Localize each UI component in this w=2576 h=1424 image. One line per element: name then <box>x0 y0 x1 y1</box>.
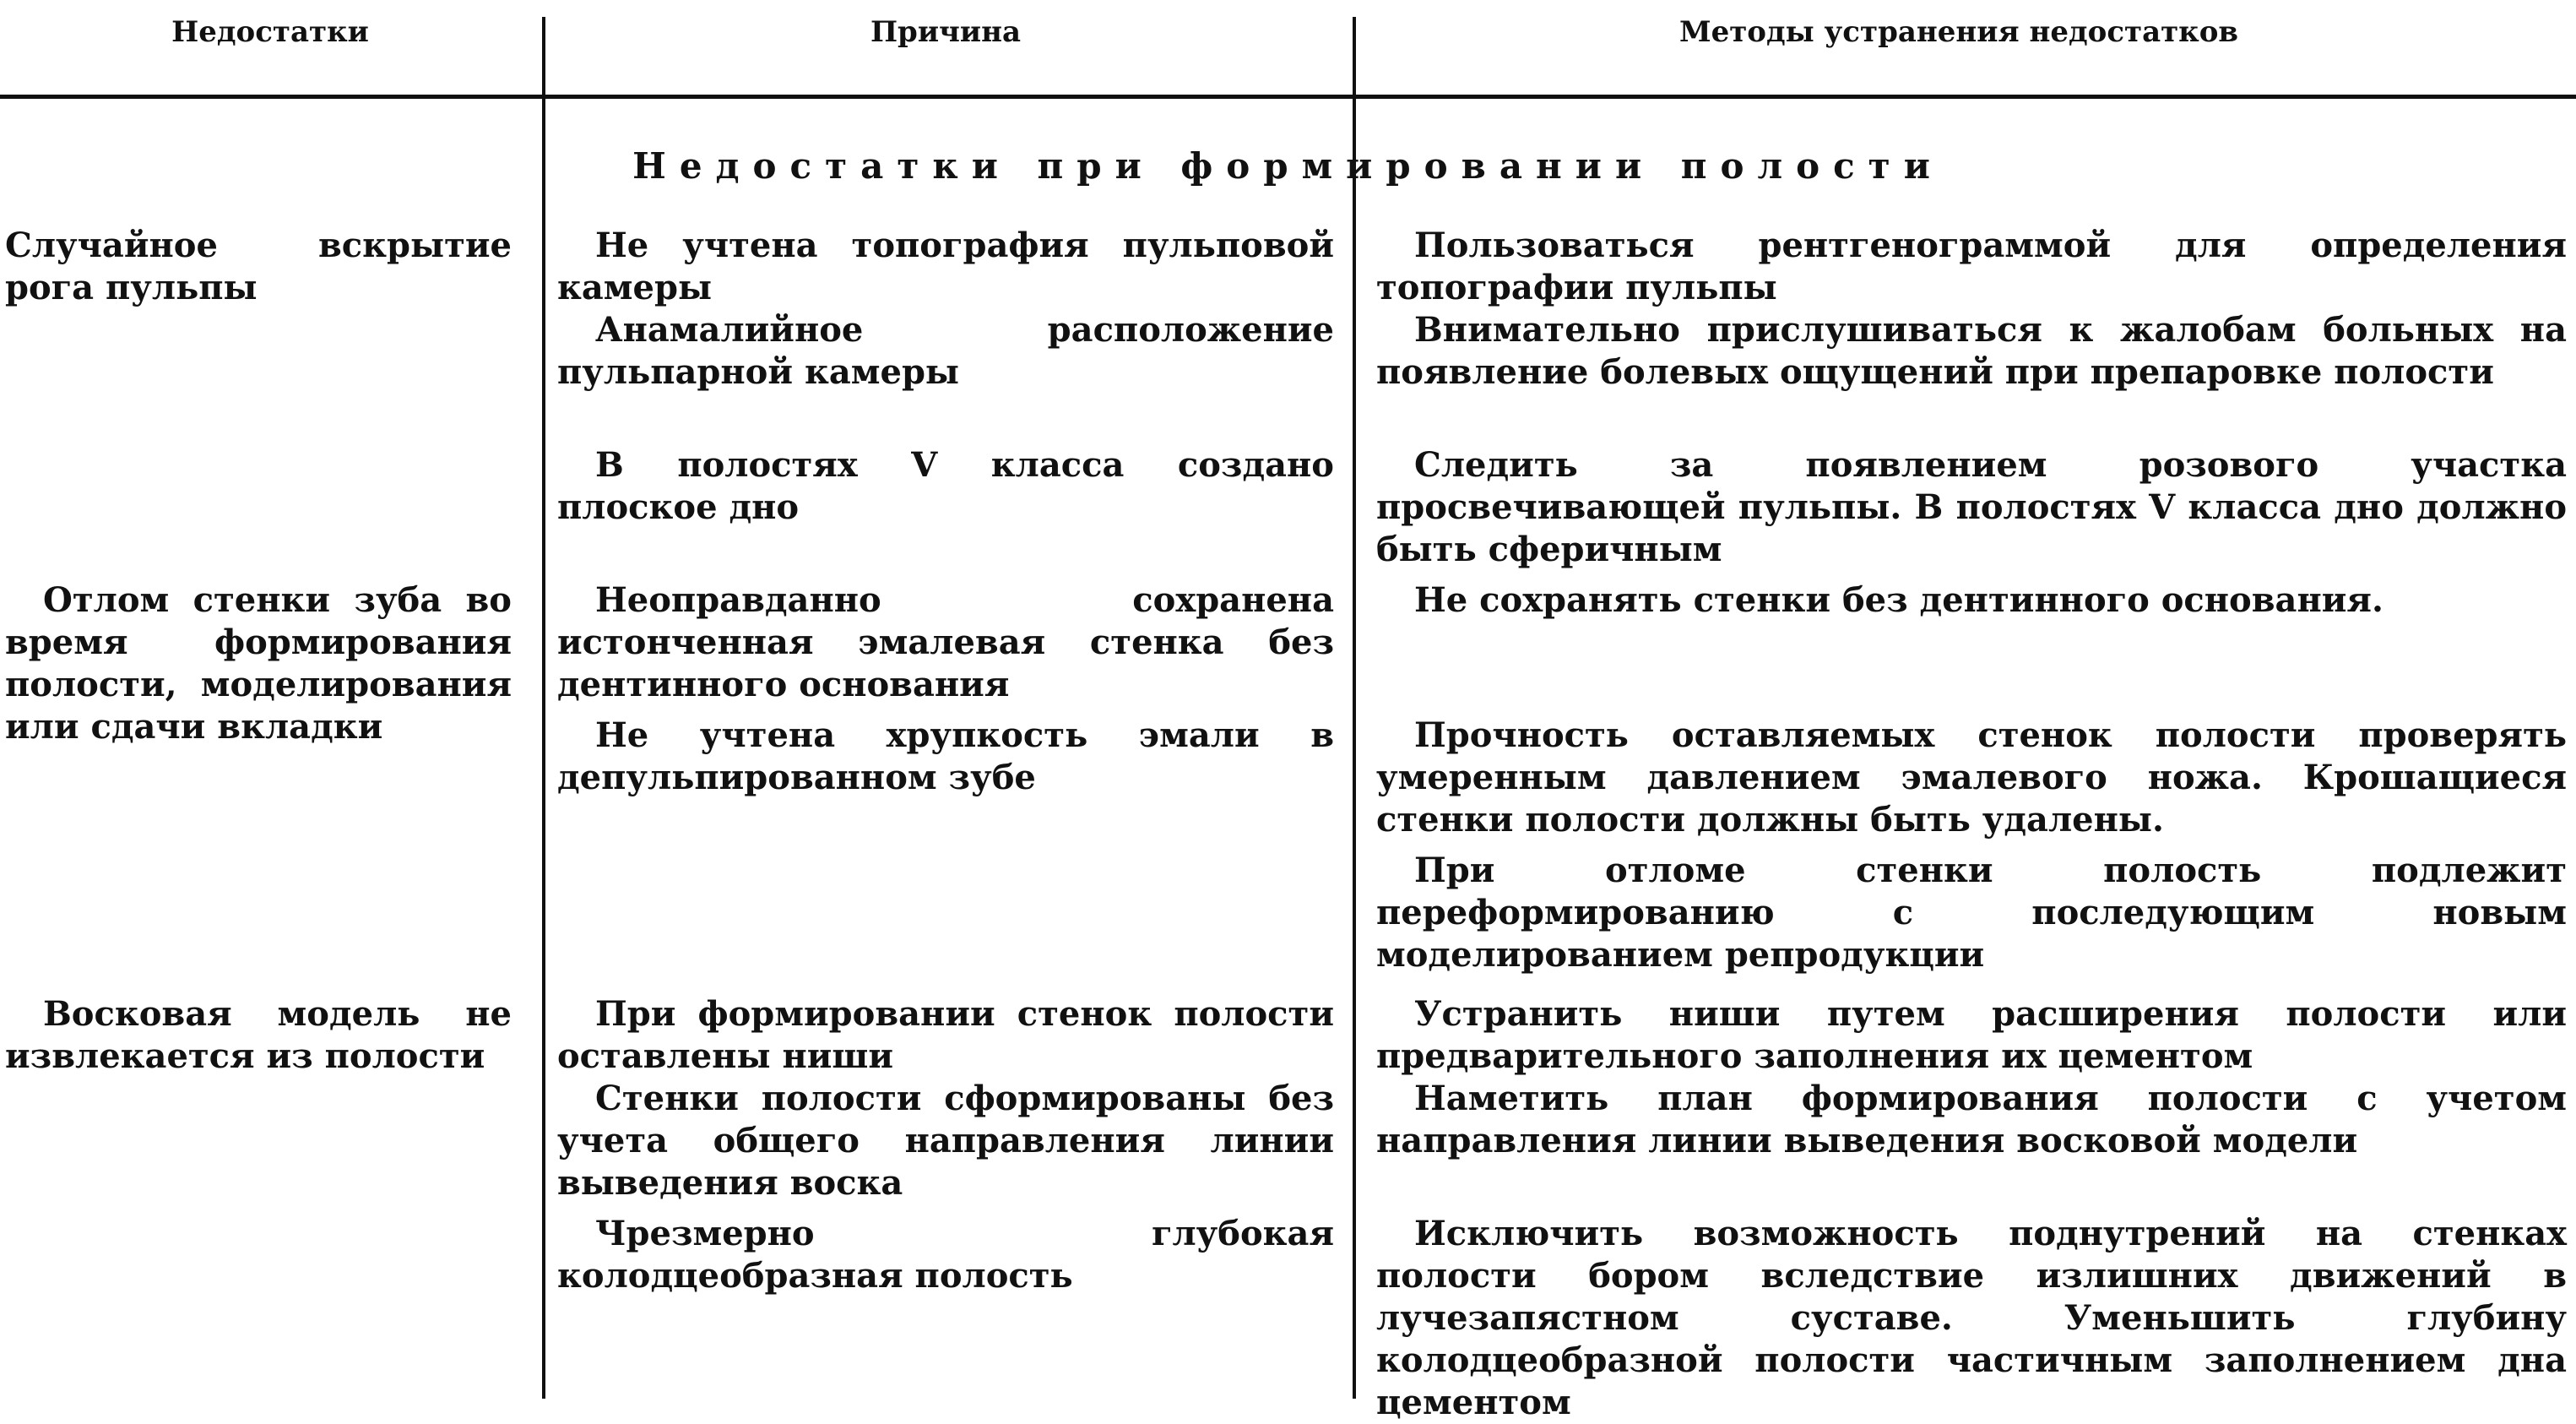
column-divider-2 <box>1353 17 1356 1399</box>
defect-2: Отлом стенки зуба во время формирования полости, моделирования или сдачи вкладки <box>5 580 512 747</box>
cause-1-2: Анамалийное расположение пульпарной камеры <box>557 310 1334 392</box>
method-3-3: Исключить возможность поднутрений на стенках полости бором вследствие излишних движений в лучезапястном суставе. Уменьшить глубину колодцеобразной полости частичным заполнением дна цементом <box>1376 1214 2567 1422</box>
cause-2-1: Неоправданно сохранена истонченная эмалевая стенка без дентинного основания <box>557 580 1334 704</box>
method-2-2: Прочность оставляемых стенок полости проверять умеренным давлением эмалевого ножа. Крошащиеся стенки полости должны быть удалены. <box>1376 715 2567 840</box>
cause-2-2: Не учтена хрупкость эмали в депульпированном зубе <box>557 715 1334 797</box>
method-2-1: Не сохранять стенки без дентинного основания. <box>1414 580 2383 620</box>
cause-1-3: В полостях V класса создано плоское дно <box>557 445 1334 527</box>
method-1-1: Пользоваться рентгенограммой для определения топографии пульпы <box>1376 226 2567 307</box>
cause-1-1: Не учтена топография пульповой камеры <box>557 226 1334 307</box>
cause-3-2: Стенки полости сформированы без учета общего направления линии выведения воска <box>557 1079 1334 1203</box>
method-1-2: Внимательно прислушиваться к жалобам больных на появление болевых ощущений при препаровке полости <box>1376 310 2567 392</box>
method-1-3: Следить за появлением розового участка просвечивающей пульпы. В полостях V класса дно должно быть сферичным <box>1376 445 2567 569</box>
cause-3-3: Чрезмерно глубокая колодцеобразная полость <box>557 1214 1334 1296</box>
header-rule <box>0 95 2576 99</box>
header-defects: Недостатки <box>171 15 369 49</box>
section-title: Недостатки при формировании полости <box>632 145 1944 187</box>
column-divider-1 <box>542 17 545 1399</box>
method-3-2: Наметить план формирования полости с учетом направления линии выведения восковой модели <box>1376 1079 2567 1160</box>
defect-3: Восковая модель не извлекается из полости <box>5 994 512 1076</box>
header-methods: Методы устранения недостатков <box>1678 15 2239 49</box>
cause-3-1: При формировании стенок полости оставлены ниши <box>557 994 1334 1076</box>
header-cause: Причина <box>870 15 1022 49</box>
defect-1: Случайное вскрытие рога пульпы <box>5 226 512 307</box>
method-2-3: При отломе стенки полость подлежит переформированию с последующим новым моделированием репродукции <box>1376 851 2567 975</box>
method-3-1: Устранить ниши путем расширения полости или предварительного заполнения их цементом <box>1376 994 2567 1076</box>
